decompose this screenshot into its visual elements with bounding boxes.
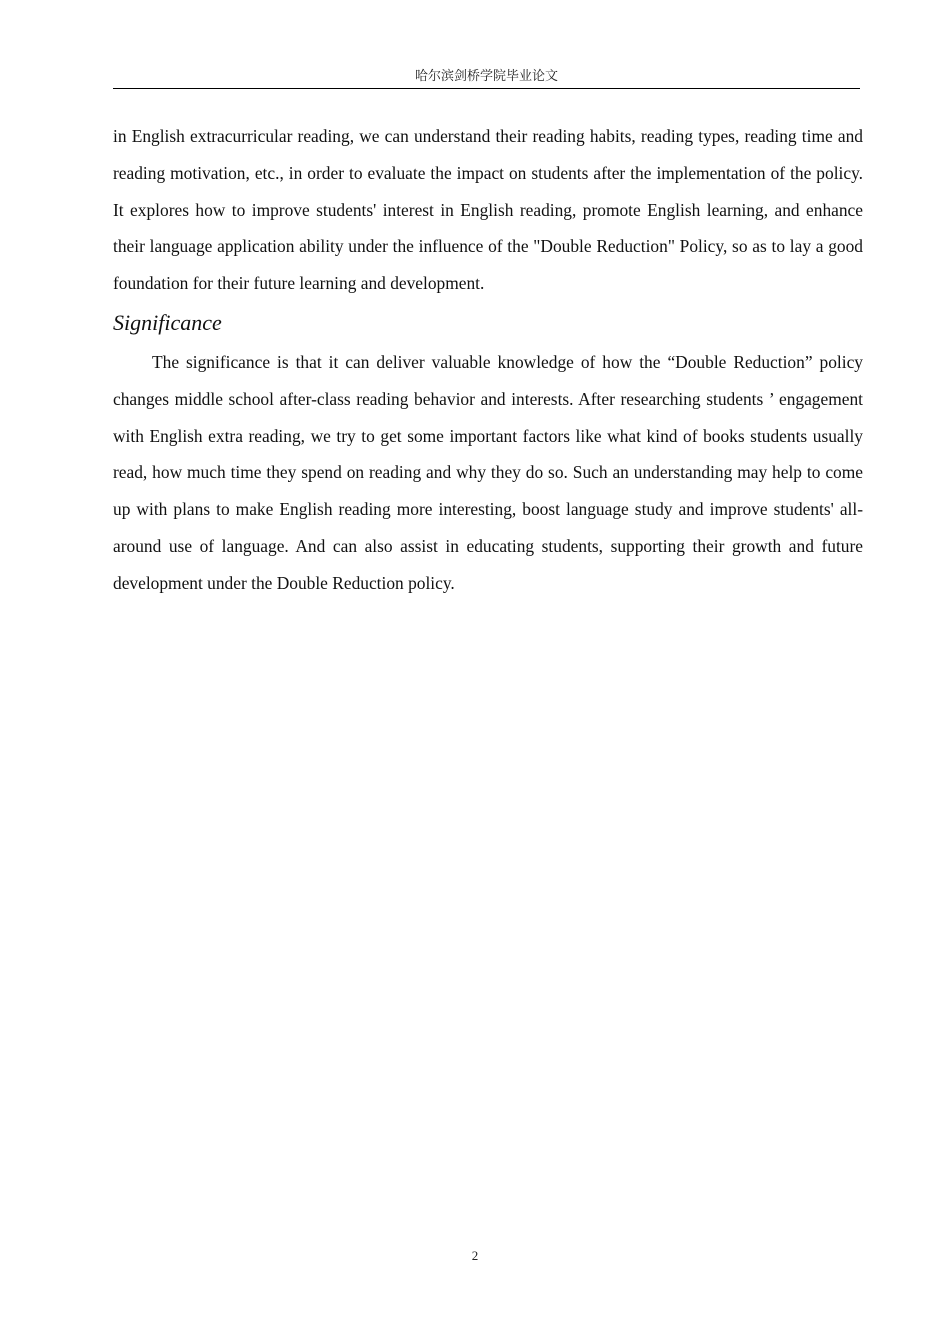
body-paragraph-2: The significance is that it can deliver valuable knowledge of how the “Double Reduction” policy changes middle school after-class reading behavior and interests. After researching students ’ engagement with English extra reading, we try to get some important factors like what kind of books students usually read, how much time they spend on reading and why they do so. Such an understanding may help to come up with plans to make English reading more interesting, boost language study and improve students' all-around use of language. And can also assist in educating students, supporting their growth and future development under the Double Reduction policy. — [113, 351, 863, 593]
body-paragraph-1: in English extracurricular reading, we can understand their reading habits, reading types, reading time and reading motivation, etc., in order to evaluate the impact on students after the implementation of the policy. It explores how to improve students' interest in English reading, promote English learning, and enhance their language application ability under the influence of the "Double Reduction" Policy, so as to lay a good foundation for their future learning and development. — [113, 126, 863, 294]
page-number: 2 — [471, 1248, 479, 1263]
page-header — [113, 66, 860, 89]
page-body — [113, 118, 863, 602]
header-title: 哈尔滨剑桥学院毕业论文 — [414, 68, 558, 83]
section-heading-significance: Significance — [113, 309, 222, 335]
